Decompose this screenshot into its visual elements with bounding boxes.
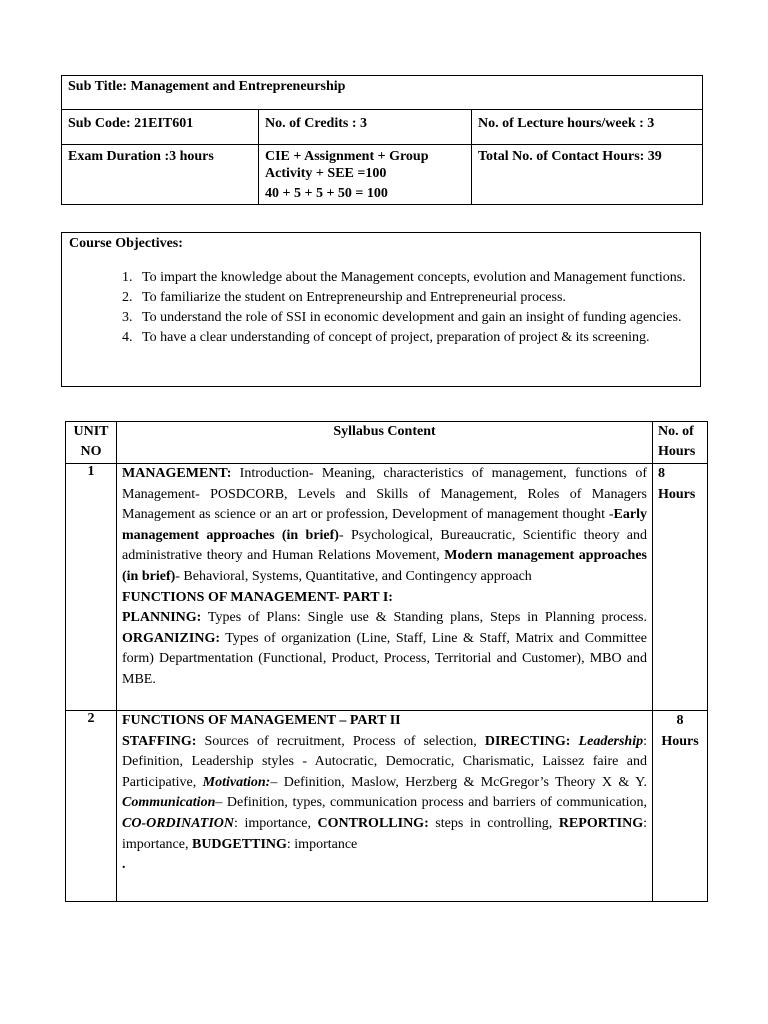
assessment-scheme (259, 145, 472, 205)
lecture-hours: No. of Lecture hours/week : 3 (472, 110, 703, 145)
syllabus-content-header: Syllabus Content (117, 422, 653, 464)
organizing-heading: ORGANIZING: (122, 630, 221, 646)
management-text: Introduction- Meaning, characteristics of management, functions of Management- POSDCORB, Levels and Skills of Management, Roles of Managers Management as science or an art or profession, Development of management thought - (122, 466, 647, 523)
syllabus-row-unit-1 (66, 464, 708, 711)
functions-part-1-heading: FUNCTIONS OF MANAGEMENT- PART I: (122, 589, 393, 605)
unit-hours: 8 Hours (653, 711, 708, 902)
course-objectives-heading: Course Objectives: (69, 236, 183, 251)
unit-hours: 8 Hours (653, 464, 708, 711)
communication-heading: Communication (122, 795, 216, 811)
syllabus-row-unit-2 (66, 711, 708, 902)
objective-item: 1. To impart the knowledge about the Management concepts, evolution and Management functions. (136, 268, 693, 287)
trailing-dot: . (122, 857, 126, 873)
functions-part-2-heading: FUNCTIONS OF MANAGEMENT – PART II (122, 713, 401, 728)
modern-approaches-heading: Modern management approaches (in brief) (122, 548, 647, 584)
hours-header: No. of Hours (653, 422, 708, 464)
motivation-text: – Definition, Maslow, Herzberg & McGregor’s Theory X & Y. (270, 774, 647, 790)
unit-no-header-label: UNIT NO (73, 424, 109, 459)
exam-duration: Exam Duration :3 hours (62, 145, 259, 205)
course-objectives-list (69, 268, 693, 347)
syllabus-header-row (66, 422, 708, 464)
unit-1-management-paragraph (122, 464, 647, 588)
early-approaches-heading: Early management approaches (in brief) (122, 507, 647, 543)
budgetting-heading: BUDGETTING (191, 836, 287, 852)
course-info-table (61, 75, 703, 205)
reporting-heading: REPORTING (558, 815, 644, 831)
leadership-heading: Leadership (578, 733, 644, 749)
assessment-components: CIE + Assignment + Group Activity + SEE =100 (265, 149, 429, 181)
unit-number: 1 (66, 464, 117, 711)
planning-organizing-paragraph (122, 608, 647, 690)
syllabus-table (65, 421, 708, 902)
leadership-text: : Definition, Leadership styles - Autocratic, Democratic, Charismatic, Laissez faire and Participative, (122, 733, 647, 790)
objective-item: 2. To familiarize the student on Entrepreneurship and Entrepreneurial process. (136, 288, 693, 307)
staffing-heading: STAFFING: (122, 733, 197, 749)
objective-item: 4. To have a clear understanding of concept of project, preparation of project & its screening. (136, 328, 693, 347)
staffing-text: Sources of recruitment, Process of selection, (196, 733, 485, 749)
modern-approaches-text: - Behavioral, Systems, Quantitative, and Contingency approach (175, 568, 532, 584)
contact-hours: Total No. of Contact Hours: 39 (472, 145, 703, 205)
subject-title: Sub Title: Management and Entrepreneurship (62, 76, 703, 110)
assessment-marks: 40 + 5 + 5 + 50 = 100 (265, 186, 388, 201)
course-objectives-box (61, 232, 701, 387)
coordination-heading: CO-ORDINATION (122, 815, 235, 831)
planning-text: Types of Plans: Single use & Standing plans, Steps in Planning process. (201, 610, 647, 626)
controlling-heading: CONTROLLING: (317, 815, 429, 831)
organizing-text: Types of organization (Line, Staff, Line & Staff, Matrix and Committee form) Departmentation (Functional, Product, Process, Territorial and Customer), MBO and MBE. (122, 630, 647, 687)
communication-text: – Definition, types, communication process and barriers of communication, (215, 795, 647, 811)
objective-item: 3. To understand the role of SSI in economic development and gain an insight of funding agencies. (136, 308, 693, 327)
coordination-text: : importance, (234, 815, 318, 831)
budgetting-text: : importance (286, 836, 358, 852)
unit-2-paragraph (122, 732, 647, 856)
subject-code: Sub Code: 21EIT601 (62, 110, 259, 145)
management-heading: MANAGEMENT: (122, 466, 232, 481)
credits: No. of Credits : 3 (259, 110, 472, 145)
unit-1-content (117, 464, 653, 711)
unit-2-content (117, 711, 653, 902)
directing-heading: DIRECTING: (484, 733, 571, 749)
motivation-heading: Motivation: (202, 774, 271, 790)
unit-number: 2 (66, 711, 117, 902)
early-approaches-text: - Psychological, Bureaucratic, Scientific theory and administrative theory and Human Relations Movement, (122, 527, 647, 564)
reporting-text: : importance, (122, 815, 647, 852)
planning-heading: PLANNING: (122, 610, 202, 626)
spacer-text (570, 734, 578, 749)
unit-no-header (66, 422, 117, 464)
controlling-text: steps in controlling, (428, 815, 559, 831)
